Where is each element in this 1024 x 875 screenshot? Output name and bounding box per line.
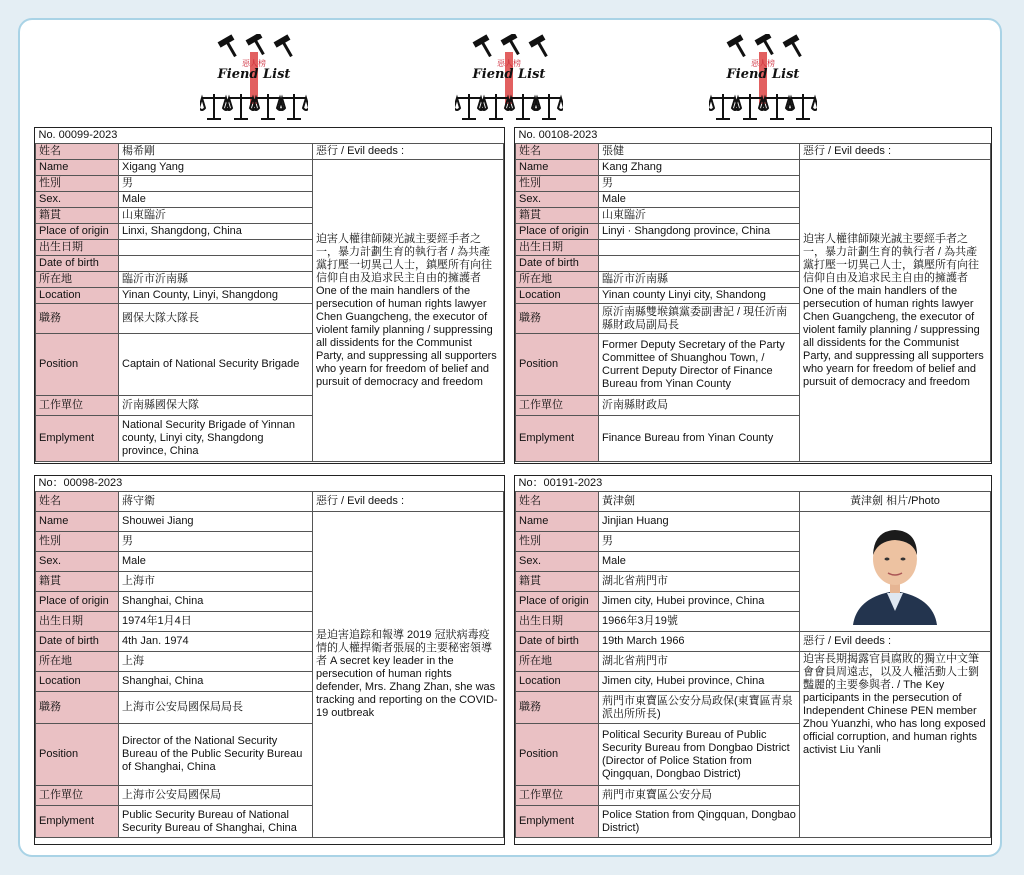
location-zh-value: 臨沂市沂南縣 bbox=[119, 272, 313, 288]
gavel-icon bbox=[467, 34, 551, 60]
field-label: Position bbox=[36, 334, 119, 396]
portrait-image bbox=[847, 515, 943, 625]
employment-zh-value: 荊門市東寶區公安分局 bbox=[599, 786, 800, 806]
employment-en-value: Public Security Bureau of National Security Bureau of Shanghai, China bbox=[119, 806, 313, 838]
employment-zh-value: 上海市公安局國保局 bbox=[119, 786, 313, 806]
field-label: Position bbox=[516, 724, 599, 786]
field-label: Name bbox=[516, 160, 599, 176]
evil-deeds-label: 惡行 / Evil deeds : bbox=[313, 492, 504, 512]
position-zh-value: 國保大隊大隊長 bbox=[119, 304, 313, 334]
field-label: 姓名 bbox=[516, 144, 599, 160]
origin-en-value: Linyi · Shangdong province, China bbox=[599, 224, 800, 240]
sex-zh-value: 男 bbox=[599, 176, 800, 192]
dob-en-value bbox=[599, 256, 800, 272]
dob-en-value bbox=[119, 256, 313, 272]
field-label: Sex. bbox=[516, 192, 599, 208]
field-label: Emplyment bbox=[516, 806, 599, 838]
dob-zh-value bbox=[119, 240, 313, 256]
position-en-value: Political Security Bureau of Public Security Bureau from Dongbao District (Director of Police Station from Qingquan, Dongbao District) bbox=[599, 724, 800, 786]
field-label: Location bbox=[516, 672, 599, 692]
employment-en-value: Finance Bureau from Yinan County bbox=[599, 416, 800, 462]
field-label: Place of origin bbox=[516, 592, 599, 612]
position-en-value: Former Deputy Secretary of the Party Committee of Shuanghou Town, / Current Deputy Director of Finance Bureau from Yinan County bbox=[599, 334, 800, 396]
position-zh-value: 原沂南縣雙堠鎮黨委副書記 / 現任沂南縣財政局副局長 bbox=[599, 304, 800, 334]
card-number: No. 00099-2023 bbox=[36, 128, 504, 144]
location-en-value: Jimen city, Hubei province, China bbox=[599, 672, 800, 692]
dob-en-value: 19th March 1966 bbox=[599, 632, 800, 652]
field-label: Emplyment bbox=[36, 806, 119, 838]
evil-deeds-label: 惡行 / Evil deeds : bbox=[800, 632, 991, 652]
origin-zh-value: 山東臨沂 bbox=[119, 208, 313, 224]
fiend-card bbox=[34, 475, 505, 845]
field-label: Name bbox=[36, 512, 119, 532]
field-label: Name bbox=[36, 160, 119, 176]
fiend-card bbox=[514, 127, 992, 464]
evil-deeds-text: 迫害長期揭露官員腐敗的獨立中文筆會會員周遠志，以及人權活動人士劉豔麗的主要參與者. / The Key participants in the persecution of Independent Chinese PEN member Zhou Yuanzhi, who has long exposed official corruption, and human rights activist Liu Yanli bbox=[800, 652, 991, 838]
origin-en-value: Linxi, Shangdong, China bbox=[119, 224, 313, 240]
name-en-value: Xigang Yang bbox=[119, 160, 313, 176]
logo-chinese-text: 惡人榜 bbox=[497, 59, 521, 68]
origin-en-value: Shanghai, China bbox=[119, 592, 313, 612]
location-en-value: Yinan County, Linyi, Shangdong bbox=[119, 288, 313, 304]
field-label: 所在地 bbox=[36, 652, 119, 672]
field-label: Sex. bbox=[36, 192, 119, 208]
field-label: Position bbox=[36, 724, 119, 786]
origin-zh-value: 上海市 bbox=[119, 572, 313, 592]
field-label: 姓名 bbox=[36, 144, 119, 160]
field-label: 所在地 bbox=[516, 272, 599, 288]
field-label: Place of origin bbox=[516, 224, 599, 240]
field-label: 職務 bbox=[516, 692, 599, 724]
fiend-list-logo bbox=[453, 30, 565, 122]
sex-en-value: Male bbox=[119, 552, 313, 572]
field-label: 工作單位 bbox=[36, 786, 119, 806]
field-label: 性別 bbox=[36, 532, 119, 552]
field-label: Place of origin bbox=[36, 224, 119, 240]
dob-zh-value: 1966年3月19號 bbox=[599, 612, 800, 632]
position-en-value: Director of the National Security Bureau of the Public Security Bureau of Shanghai, China bbox=[119, 724, 313, 786]
card-number: No：00098-2023 bbox=[36, 476, 504, 492]
card-number: No. 00108-2023 bbox=[516, 128, 991, 144]
sex-en-value: Male bbox=[599, 192, 800, 208]
scales-icon bbox=[709, 90, 817, 122]
field-label: Location bbox=[36, 288, 119, 304]
name-en-value: Kang Zhang bbox=[599, 160, 800, 176]
field-label: Emplyment bbox=[516, 416, 599, 462]
origin-zh-value: 山東臨沂 bbox=[599, 208, 800, 224]
position-en-value: Captain of National Security Brigade bbox=[119, 334, 313, 396]
origin-en-value: Jimen city, Hubei province, China bbox=[599, 592, 800, 612]
evil-deeds-text: 迫害人權律師陳光誠主要經手者之一，暴力計劃生育的執行者 / 為共產黨打壓一切異己人士，鎮壓所有向往信仰自由及追求民主自由的擁護者 One of the main handlers of the persecution of human rights lawyer Chen Guangcheng, the executor of violent family planning / suppressing all dissidents for the Communist Party, and suppressing all supporters who yearn for freedom of belief and pursuit of democracy and freedom bbox=[313, 160, 504, 462]
dob-zh-value: 1974年1月4日 bbox=[119, 612, 313, 632]
employment-en-value: Police Station from Qingquan, Dongbao District) bbox=[599, 806, 800, 838]
field-label: 籍貫 bbox=[516, 208, 599, 224]
name-en-value: Jinjian Huang bbox=[599, 512, 800, 532]
field-label: 所在地 bbox=[516, 652, 599, 672]
field-label: Place of origin bbox=[36, 592, 119, 612]
portrait-photo bbox=[800, 512, 991, 632]
dob-zh-value bbox=[599, 240, 800, 256]
field-label: 性別 bbox=[516, 176, 599, 192]
field-label: 職務 bbox=[36, 304, 119, 334]
card-number: No：00191-2023 bbox=[516, 476, 991, 492]
field-label: 工作單位 bbox=[36, 396, 119, 416]
field-label: Sex. bbox=[516, 552, 599, 572]
fiend-list-logo bbox=[707, 30, 819, 122]
employment-zh-value: 沂南縣國保大隊 bbox=[119, 396, 313, 416]
fiend-list-sheet bbox=[18, 18, 1002, 857]
photo-label: 黃津劍 相片/Photo bbox=[800, 492, 991, 512]
field-label: 工作單位 bbox=[516, 786, 599, 806]
field-label: 出生日期 bbox=[516, 612, 599, 632]
fiend-card bbox=[34, 127, 505, 464]
field-label: 籍貫 bbox=[516, 572, 599, 592]
field-label: 籍貫 bbox=[36, 208, 119, 224]
location-en-value: Yinan county Linyi city, Shandong bbox=[599, 288, 800, 304]
field-label: Emplyment bbox=[36, 416, 119, 462]
sex-zh-value: 男 bbox=[119, 176, 313, 192]
evil-deeds-text: 是迫害追踪和報導 2019 冠狀病毒疫情的人權捍衛者張展的主要秘密領導者 A secret key leader in the persecution of human rights defender, Mrs. Zhang Zhan, she was tracking and reporting on the COVID-19 outbreak bbox=[313, 512, 504, 838]
field-label: 籍貫 bbox=[36, 572, 119, 592]
field-label: 職務 bbox=[516, 304, 599, 334]
gavel-icon bbox=[721, 34, 805, 60]
name-zh-value: 張健 bbox=[599, 144, 800, 160]
scales-icon bbox=[200, 90, 308, 122]
position-zh-value: 荊門市東寶區公安分局政保(東寶區青泉派出所所長) bbox=[599, 692, 800, 724]
logo-title: Fiend List bbox=[472, 67, 546, 82]
field-label: 姓名 bbox=[36, 492, 119, 512]
sex-en-value: Male bbox=[599, 552, 800, 572]
field-label: Date of birth bbox=[516, 632, 599, 652]
dob-en-value: 4th Jan. 1974 bbox=[119, 632, 313, 652]
field-label: 性別 bbox=[516, 532, 599, 552]
field-label: Location bbox=[36, 672, 119, 692]
name-en-value: Shouwei Jiang bbox=[119, 512, 313, 532]
origin-zh-value: 湖北省荊門市 bbox=[599, 572, 800, 592]
location-zh-value: 臨沂市沂南縣 bbox=[599, 272, 800, 288]
field-label: 所在地 bbox=[36, 272, 119, 288]
field-label: Location bbox=[516, 288, 599, 304]
field-label: Date of birth bbox=[36, 256, 119, 272]
field-label: 出生日期 bbox=[516, 240, 599, 256]
field-label: Name bbox=[516, 512, 599, 532]
fiend-list-logo bbox=[198, 30, 310, 122]
field-label: 出生日期 bbox=[36, 612, 119, 632]
field-label: 性別 bbox=[36, 176, 119, 192]
name-zh-value: 蔣守衛 bbox=[119, 492, 313, 512]
location-zh-value: 上海 bbox=[119, 652, 313, 672]
scales-icon bbox=[455, 90, 563, 122]
location-zh-value: 湖北省荊門市 bbox=[599, 652, 800, 672]
sex-en-value: Male bbox=[119, 192, 313, 208]
evil-deeds-label: 惡行 / Evil deeds : bbox=[800, 144, 991, 160]
name-zh-value: 楊希剛 bbox=[119, 144, 313, 160]
field-label: Position bbox=[516, 334, 599, 396]
evil-deeds-text: 迫害人權律師陳光誠主要經手者之一，暴力計劃生育的執行者 / 為共產黨打壓一切異己人士，鎮壓所有向往信仰自由及追求民主自由的擁護者 One of the main handlers of the persecution of human rights lawyer Chen Guangcheng, the executor of violent family planning / suppressing all dissidents for the Communist Party, and suppressing all supporters who yearn for freedom of belief and pursuit of democracy and freedom bbox=[800, 160, 991, 462]
logo-title: Fiend List bbox=[217, 67, 291, 82]
position-zh-value: 上海市公安局國保局局長 bbox=[119, 692, 313, 724]
field-label: 工作單位 bbox=[516, 396, 599, 416]
logo-chinese-text: 惡人榜 bbox=[751, 59, 775, 68]
field-label: 出生日期 bbox=[36, 240, 119, 256]
field-label: Date of birth bbox=[36, 632, 119, 652]
field-label: Sex. bbox=[36, 552, 119, 572]
name-zh-value: 黃津劍 bbox=[599, 492, 800, 512]
employment-zh-value: 沂南縣財政局 bbox=[599, 396, 800, 416]
sex-zh-value: 男 bbox=[119, 532, 313, 552]
field-label: 姓名 bbox=[516, 492, 599, 512]
field-label: 職務 bbox=[36, 692, 119, 724]
logo-title: Fiend List bbox=[726, 67, 800, 82]
sex-zh-value: 男 bbox=[599, 532, 800, 552]
fiend-card bbox=[514, 475, 992, 845]
employment-en-value: National Security Brigade of Yinnan county, Linyi city, Shangdong province, China bbox=[119, 416, 313, 462]
field-label: Date of birth bbox=[516, 256, 599, 272]
location-en-value: Shanghai, China bbox=[119, 672, 313, 692]
gavel-icon bbox=[212, 34, 296, 60]
evil-deeds-label: 惡行 / Evil deeds : bbox=[313, 144, 504, 160]
logo-chinese-text: 惡人榜 bbox=[242, 59, 266, 68]
